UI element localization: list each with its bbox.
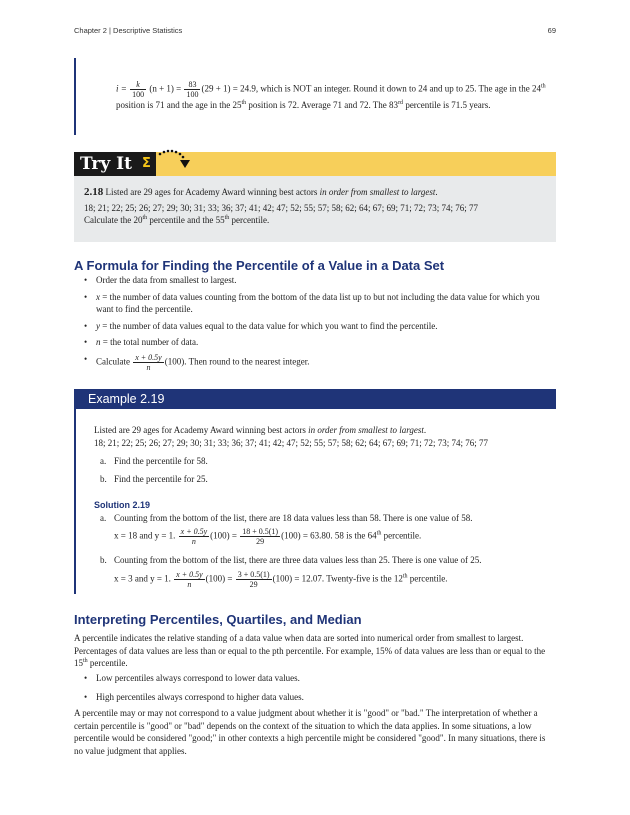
text: x = 3 and y = 1. bbox=[114, 573, 171, 584]
text: Find the percentile for 25. bbox=[114, 473, 208, 484]
text: percentile and the 55 bbox=[147, 215, 225, 225]
list-item bbox=[94, 554, 554, 589]
list-item bbox=[84, 353, 554, 372]
equation-b bbox=[94, 570, 554, 589]
example-bar bbox=[74, 409, 76, 594]
equation-a bbox=[94, 527, 554, 546]
sup: th bbox=[142, 215, 148, 221]
text: Counting from the bottom of the list, there are 18 data values less than 58. There is one value of 58. bbox=[114, 512, 473, 523]
section-heading-interpreting: Interpreting Percentiles, Quartiles, and Median bbox=[74, 612, 362, 627]
text: percentile. bbox=[381, 530, 422, 541]
try-it-content bbox=[84, 186, 549, 227]
list-item bbox=[84, 291, 554, 316]
label: b. bbox=[100, 473, 107, 484]
text: = the number of data values equal to the data value for which you want to find the percentile. bbox=[100, 320, 438, 331]
label: b. bbox=[100, 555, 107, 565]
label: a. bbox=[100, 512, 107, 523]
fraction: $\frac{18 + 0.5(1)}{29}$ bbox=[242, 527, 279, 546]
var: x bbox=[96, 291, 100, 302]
text: x = 18 and y = 1. bbox=[114, 530, 176, 541]
var: n bbox=[96, 337, 101, 347]
running-header bbox=[74, 26, 556, 35]
sup: rd bbox=[398, 100, 404, 106]
text: position is 71 and the age in the 25 bbox=[116, 100, 242, 110]
text: (100) = 12.07. Twenty-five is the 12 bbox=[272, 573, 403, 584]
text: Low percentiles always correspond to lower data values. bbox=[96, 673, 300, 683]
text: . bbox=[435, 187, 438, 197]
list-item bbox=[84, 691, 554, 704]
text: Listed are 29 ages for Academy Award winning best actors bbox=[105, 187, 320, 197]
sup: th bbox=[224, 215, 230, 221]
sup: th bbox=[376, 530, 382, 537]
text: position is 72. Average 71 and 72. The 83 bbox=[246, 100, 399, 110]
text: percentile. bbox=[87, 658, 128, 668]
text: (100) = 63.80. 58 is the 64 bbox=[281, 530, 377, 541]
text: percentile. bbox=[407, 573, 448, 584]
text: (100). Then round to the nearest integer. bbox=[164, 356, 310, 367]
text: A percentile indicates the relative standing of a data value when data are sorted into numerical order from smallest to largest. Percentages of data values are less than or equal to the pth percentile. For example, 15% of data values are less than or equal to the 15 bbox=[74, 633, 546, 668]
var: y bbox=[96, 320, 100, 331]
text: Order the data from smallest to largest. bbox=[96, 275, 237, 285]
fraction-formula: $\frac{x + 0.5y}{n}$ bbox=[135, 352, 162, 372]
list-item bbox=[84, 672, 554, 685]
example-title: Example 2.19 bbox=[74, 389, 556, 409]
text: High percentiles always correspond to higher data values. bbox=[96, 691, 304, 702]
paragraph-percentile bbox=[74, 632, 556, 670]
page-number: 69 bbox=[547, 26, 556, 35]
sup: th bbox=[402, 573, 408, 580]
sup: th bbox=[241, 100, 247, 106]
text: Calculate the 20 bbox=[84, 215, 143, 225]
text: Listed are 29 ages for Academy Award winning best actors bbox=[94, 425, 309, 435]
text: = the total number of data. bbox=[100, 337, 199, 347]
i-equals: i = bbox=[116, 83, 127, 94]
sigma-icon: Σ bbox=[142, 156, 151, 171]
formula-list bbox=[84, 274, 554, 376]
continued-bar bbox=[74, 58, 76, 135]
dotted-arrow-icon bbox=[158, 148, 192, 174]
text: Find the percentile for 58. bbox=[114, 456, 208, 466]
fraction-83-100: $\frac{83}{100}$ bbox=[186, 80, 199, 99]
fraction: $\frac{x + 0.5y}{n}$ bbox=[180, 527, 208, 546]
text: percentile. bbox=[229, 215, 270, 225]
fraction: $\frac{x + 0.5y}{n}$ bbox=[176, 569, 203, 589]
list-item bbox=[94, 455, 554, 468]
try-it-intro bbox=[84, 186, 549, 199]
exercise-number: 2.18 bbox=[84, 186, 104, 198]
label: a. bbox=[100, 456, 107, 466]
fraction-k-100: $\frac{k}{100}$ bbox=[132, 80, 145, 99]
text: Calculate bbox=[96, 356, 133, 367]
sup: th bbox=[541, 83, 546, 90]
eq-mid: (n + 1) = bbox=[149, 83, 182, 94]
try-it-data: 18; 21; 22; 25; 26; 27; 29; 30; 31; 33; 36; 37; 41; 42; 47; 52; 55; 57; 58; 62; 64; 67; 69; 71; 72; 73; 74; 76; 77 bbox=[84, 202, 479, 213]
solution-title: Solution 2.19 bbox=[94, 500, 151, 510]
example-data: 18; 21; 22; 25; 26; 27; 29; 30; 31; 33; 36; 37; 41; 42; 47; 52; 55; 57; 58; 62; 64; 67; 69; 71; 72; 73; 74; 76; 77 bbox=[94, 437, 489, 448]
percentile-list bbox=[84, 672, 554, 707]
list-item bbox=[84, 274, 554, 287]
text: (100) = bbox=[210, 530, 237, 541]
continued-solution bbox=[116, 80, 556, 112]
text: (100) = bbox=[205, 573, 233, 584]
list-item bbox=[94, 473, 554, 486]
text: (29 + 1) = 24.9, which is NOT an integer. Round it down to 24 and up to 25. The age in the 24 bbox=[201, 83, 542, 94]
fraction: $\frac{3 + 0.5(1)}{29}$ bbox=[237, 569, 270, 589]
example-body bbox=[94, 424, 554, 589]
example-intro bbox=[94, 424, 554, 437]
list-item bbox=[94, 512, 554, 547]
try-it-label: Try It bbox=[74, 152, 156, 176]
text: percentile is 71.5 years. bbox=[403, 100, 491, 110]
list-item bbox=[84, 320, 554, 333]
text: Counting from the bottom of the list, there are three data values less than 25. There is one value of 25. bbox=[114, 555, 482, 565]
text: . bbox=[423, 425, 427, 435]
text: in order from smallest to largest bbox=[308, 425, 424, 435]
sup: th bbox=[83, 658, 88, 664]
text: = the number of data values counting from the bottom of the data list up to but not including the data value for which you want to find the percentile. bbox=[96, 291, 540, 314]
paragraph-value-judgment: A percentile may or may not correspond to a value judgment about whether it is "good" or "bad." The interpretation of whether a certain percentile is "good" or "bad" depends on the context of the situation to which the data applies. In some situations, a low percentile would be considered "good;" in other contexts a high percentile might be considered "good". In many situations, there is no value judgment that applies. bbox=[74, 708, 546, 756]
question-list bbox=[94, 455, 554, 485]
chapter-title: Chapter 2 | Descriptive Statistics bbox=[74, 26, 183, 35]
list-item bbox=[84, 336, 554, 349]
text: in order from smallest to largest bbox=[319, 187, 436, 197]
try-it-task bbox=[84, 214, 549, 227]
section-heading-formula: A Formula for Finding the Percentile of a Value in a Data Set bbox=[74, 258, 445, 273]
solution-list bbox=[94, 512, 554, 589]
